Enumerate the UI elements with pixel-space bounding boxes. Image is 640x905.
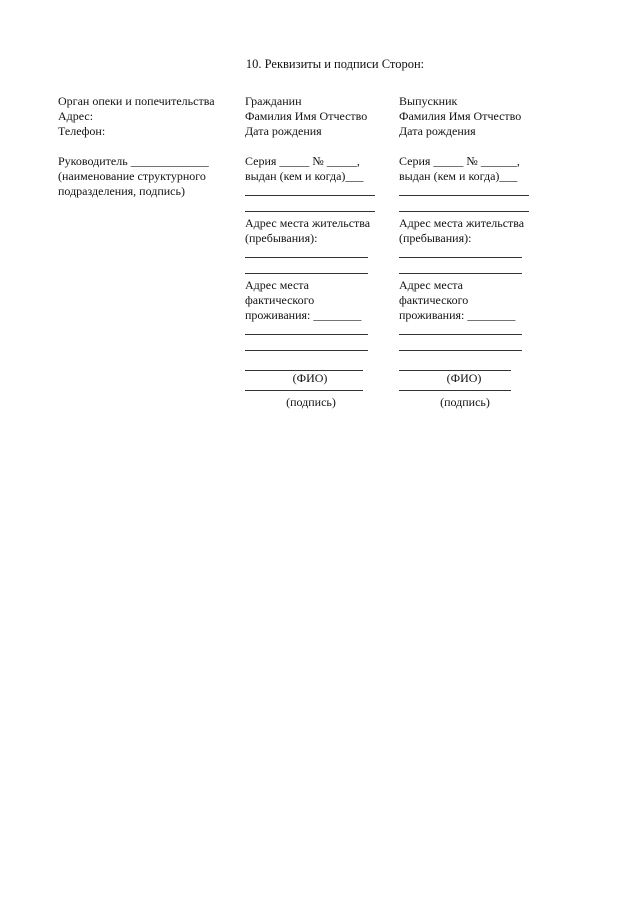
graduate-blank-line bbox=[399, 339, 522, 351]
graduate-actual-address-3: проживания: ________ bbox=[399, 308, 516, 322]
citizen-residence-address-note: (пребывания): bbox=[245, 231, 318, 245]
citizen-actual-address-3: проживания: ________ bbox=[245, 308, 362, 322]
citizen-passport-series: Серия _____ № _____, bbox=[245, 154, 360, 168]
citizen-actual-address-1: Адрес места bbox=[245, 278, 309, 292]
citizen-full-name: Фамилия Имя Отчество bbox=[245, 109, 368, 123]
graduate-passport-series: Серия _____ № ______, bbox=[399, 154, 520, 168]
graduate-signature-line bbox=[399, 386, 511, 391]
citizen-residence-address: Адрес места жительства bbox=[245, 216, 371, 230]
authority-address-label: Адрес: bbox=[58, 109, 94, 123]
citizen-blank-line bbox=[245, 262, 368, 274]
graduate-fio-line bbox=[399, 359, 511, 371]
section-title: 10. Реквизиты и подписи Сторон: bbox=[245, 57, 425, 71]
graduate-party-label: Выпускник bbox=[399, 94, 458, 108]
graduate-passport-issued: выдан (кем и когда)___ bbox=[399, 169, 518, 183]
citizen-blank-line bbox=[245, 184, 375, 196]
citizen-birth-date: Дата рождения bbox=[245, 124, 322, 138]
citizen-blank-line bbox=[245, 323, 368, 335]
citizen-blank-line bbox=[245, 339, 368, 351]
citizen-signature-line bbox=[245, 386, 363, 391]
graduate-blank-line bbox=[399, 262, 522, 274]
graduate-blank-line bbox=[399, 184, 529, 196]
graduate-full-name: Фамилия Имя Отчество bbox=[399, 109, 522, 123]
graduate-birth-date: Дата рождения bbox=[399, 124, 476, 138]
citizen-passport-issued: выдан (кем и когда)___ bbox=[245, 169, 364, 183]
graduate-actual-address-2: фактического bbox=[399, 293, 469, 307]
citizen-column bbox=[245, 94, 390, 410]
graduate-fio-caption: (ФИО) bbox=[446, 371, 482, 385]
graduate-blank-line bbox=[399, 200, 529, 212]
citizen-actual-address-2: фактического bbox=[245, 293, 315, 307]
authority-name: Орган опеки и попечительства bbox=[58, 94, 215, 108]
graduate-blank-line bbox=[399, 246, 522, 258]
graduate-residence-address: Адрес места жительства bbox=[399, 216, 525, 230]
citizen-blank-line bbox=[245, 200, 375, 212]
head-signature-line: Руководитель _____________ bbox=[58, 154, 209, 168]
graduate-blank-line bbox=[399, 323, 522, 335]
citizen-party-label: Гражданин bbox=[245, 94, 302, 108]
graduate-signature-caption: (подпись) bbox=[440, 395, 490, 409]
authority-phone-label: Телефон: bbox=[58, 124, 106, 138]
head-caption-line-2: подразделения, подпись) bbox=[58, 184, 185, 198]
graduate-actual-address-1: Адрес места bbox=[399, 278, 463, 292]
graduate-residence-address-note: (пребывания): bbox=[399, 231, 472, 245]
guardianship-authority-column bbox=[58, 94, 238, 199]
citizen-blank-line bbox=[245, 246, 368, 258]
citizen-signature-caption: (подпись) bbox=[286, 395, 336, 409]
graduate-column bbox=[399, 94, 544, 410]
citizen-fio-line bbox=[245, 359, 363, 371]
head-caption-line-1: (наименование структурного bbox=[58, 169, 206, 183]
citizen-fio-caption: (ФИО) bbox=[292, 371, 328, 385]
